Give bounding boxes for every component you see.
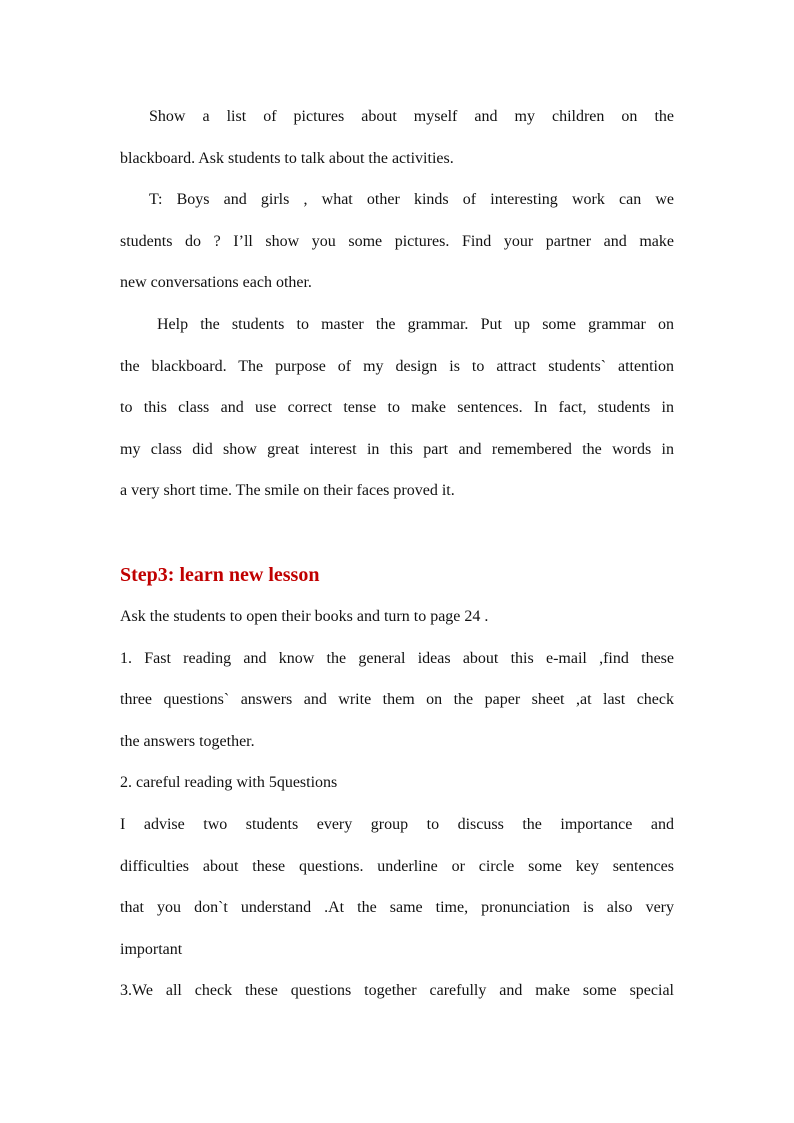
step3-advise-line-1: I advise two students every group to discuss the importance and [120,815,674,833]
step3-advise-line-2: difficulties about these questions. underline or circle some key sentences [120,857,674,875]
step3-advise-line-4: important [120,940,183,958]
paragraph-2-line-1: T: Boys and girls , what other kinds of interesting work can we [149,191,674,209]
step3-advise-line-3: that you don`t understand .At the same time, pronunciation is also very [120,899,674,917]
step3-item1-line-2: three questions` answers and write them on the paper sheet ,at last check [120,691,674,709]
paragraph-3-line-3: to this class and use correct tense to make sentences. In fact, students in [120,399,674,417]
step3-intro: Ask the students to open their books and turn to page 24 . [120,607,489,625]
step3-item3: 3.We all check these questions together carefully and make some special [120,982,674,1000]
paragraph-1-line-1: Show a list of pictures about myself and my children on the [149,108,674,125]
paragraph-1-line-2: blackboard. Ask students to talk about the activities. [120,149,454,167]
step3-item1-line-3: the answers together. [120,732,255,750]
step3-heading: Step3: learn new lesson [120,563,320,586]
step3-item2: 2. careful reading with 5questions [120,774,338,792]
paragraph-3-line-2: the blackboard. The purpose of my design is to attract students` attention [120,357,674,375]
paragraph-2-line-2: students do ? I’ll show you some pictures. Find your partner and make [120,232,674,250]
paragraph-3-line-5: a very short time. The smile on their faces proved it. [120,482,455,500]
paragraph-3-line-4: my class did show great interest in this part and remembered the words in [120,440,674,458]
paragraph-3-line-1: Help the students to master the grammar. Put up some grammar on [157,315,674,333]
step3-item1-line-1: 1. Fast reading and know the general ideas about this e-mail ,find these [120,649,674,667]
section-spacer [120,512,674,554]
paragraph-2-line-3: new conversations each other. [120,274,312,292]
document-page [120,96,674,1012]
